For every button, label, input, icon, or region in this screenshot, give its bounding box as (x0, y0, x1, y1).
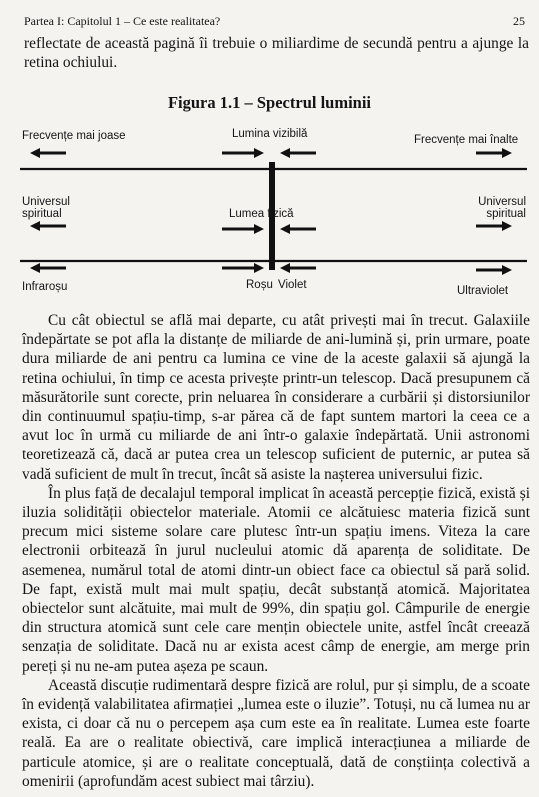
body-text (22, 311, 530, 791)
page-header (24, 14, 525, 30)
paragraph-1: Cu cât obiectul se află mai departe, cu atât privești mai în trecut. Galaxiile îndepărtate se pot afla la distanțe de miliarde de ani-lumină și, prin urmare, poate dura miliarde de ani pentru ca lumina ce vine de la aceste galaxii să ajungă la retina ochiului, în timp ce acesta privește printr-un telescop. Dacă presupunem că măsurătorile sunt corecte, prin neluarea în considerare a curbării și distorsiunilor din continuumul spațiu-timp, s-ar părea că de fapt suntem martori la ceea ce a avut loc în urmă cu miliarde de ani într-o galaxie îndepărtată. Unii astronomi teoretizează că, dacă ar putea crea un telescop suficient de puternic, ar putea să vadă suficient de mult în trecut, încât să asiste la nașterea universului fizic. (22, 312, 530, 483)
figure-title: Figura 1.1 – Spectrul luminii (167, 93, 372, 112)
label-infrared: Infraroșu (22, 281, 68, 293)
label-visible-light: Lumina vizibilă (232, 128, 308, 140)
spectrum-figure (0, 120, 539, 310)
label-ultraviolet: Ultraviolet (457, 285, 509, 297)
label-red: Roșu (246, 279, 273, 291)
intro-text: reflectate de această pagină îi trebuie o miliardime de secundă pentru a ajunge la retina ochiului. (24, 35, 529, 71)
label-physical-world: Lumea fizică (229, 208, 294, 220)
running-title: Partea I: Capitolul 1 – Ce este realitatea? (24, 14, 221, 28)
paragraph-2: În plus față de decalajul temporal implicat în această percepție fizică, există și iluzia solidității obiectelor materiale. Atomii ce alcătuiesc materia fizică sunt precum mici sisteme solare care plutesc într-un spațiu imens. Viteza la care electronii orbitează în jurul nucleului atomic dă aparența de soliditate. De asemenea, numărul total de atomi dintr-un obiect face ca obiectul să pară solid. De fapt, există mult mai mult spațiu, decât substanță atomică. Majoritatea obiectelor sunt alcătuite, mai mult de 99%, din spațiu gol. Câmpurile de energie din structura atomică sunt cele care mențin obiectele unite, astfel încât creează senzația de soliditate. Dacă nu ar exista acest câmp de energie, am merge prin pereți și nu ne-am putea așeza pe scaun. (22, 484, 530, 675)
paragraph-3: Această discuție rudimentară despre fizică are rolul, pur și simplu, de a scoate în evidență valabilitatea afirmației „lumea este o iluzie”. Totuși, nu că lumea nu ar exista, ci doar că nu o percepem așa cum este ea în realitate. Lumea este foarte reală. Ea are o realitate obiectivă, care implică interacțiunea a miliarde de particule atomice, și are o realitate conceptuală, dată de conștiința colectivă a omenirii (aprofundăm acest subiect mai târziu). (22, 676, 530, 790)
page-number: 25 (513, 14, 525, 28)
label-spiritual-right: Universul spiritual (478, 196, 526, 220)
label-spiritual-left: Universul spiritual (22, 196, 70, 220)
label-violet: Violet (278, 279, 307, 291)
label-lower-freq: Frecvențe mai joase (22, 130, 126, 142)
label-higher-freq: Frecvențe mai înalte (414, 134, 519, 146)
